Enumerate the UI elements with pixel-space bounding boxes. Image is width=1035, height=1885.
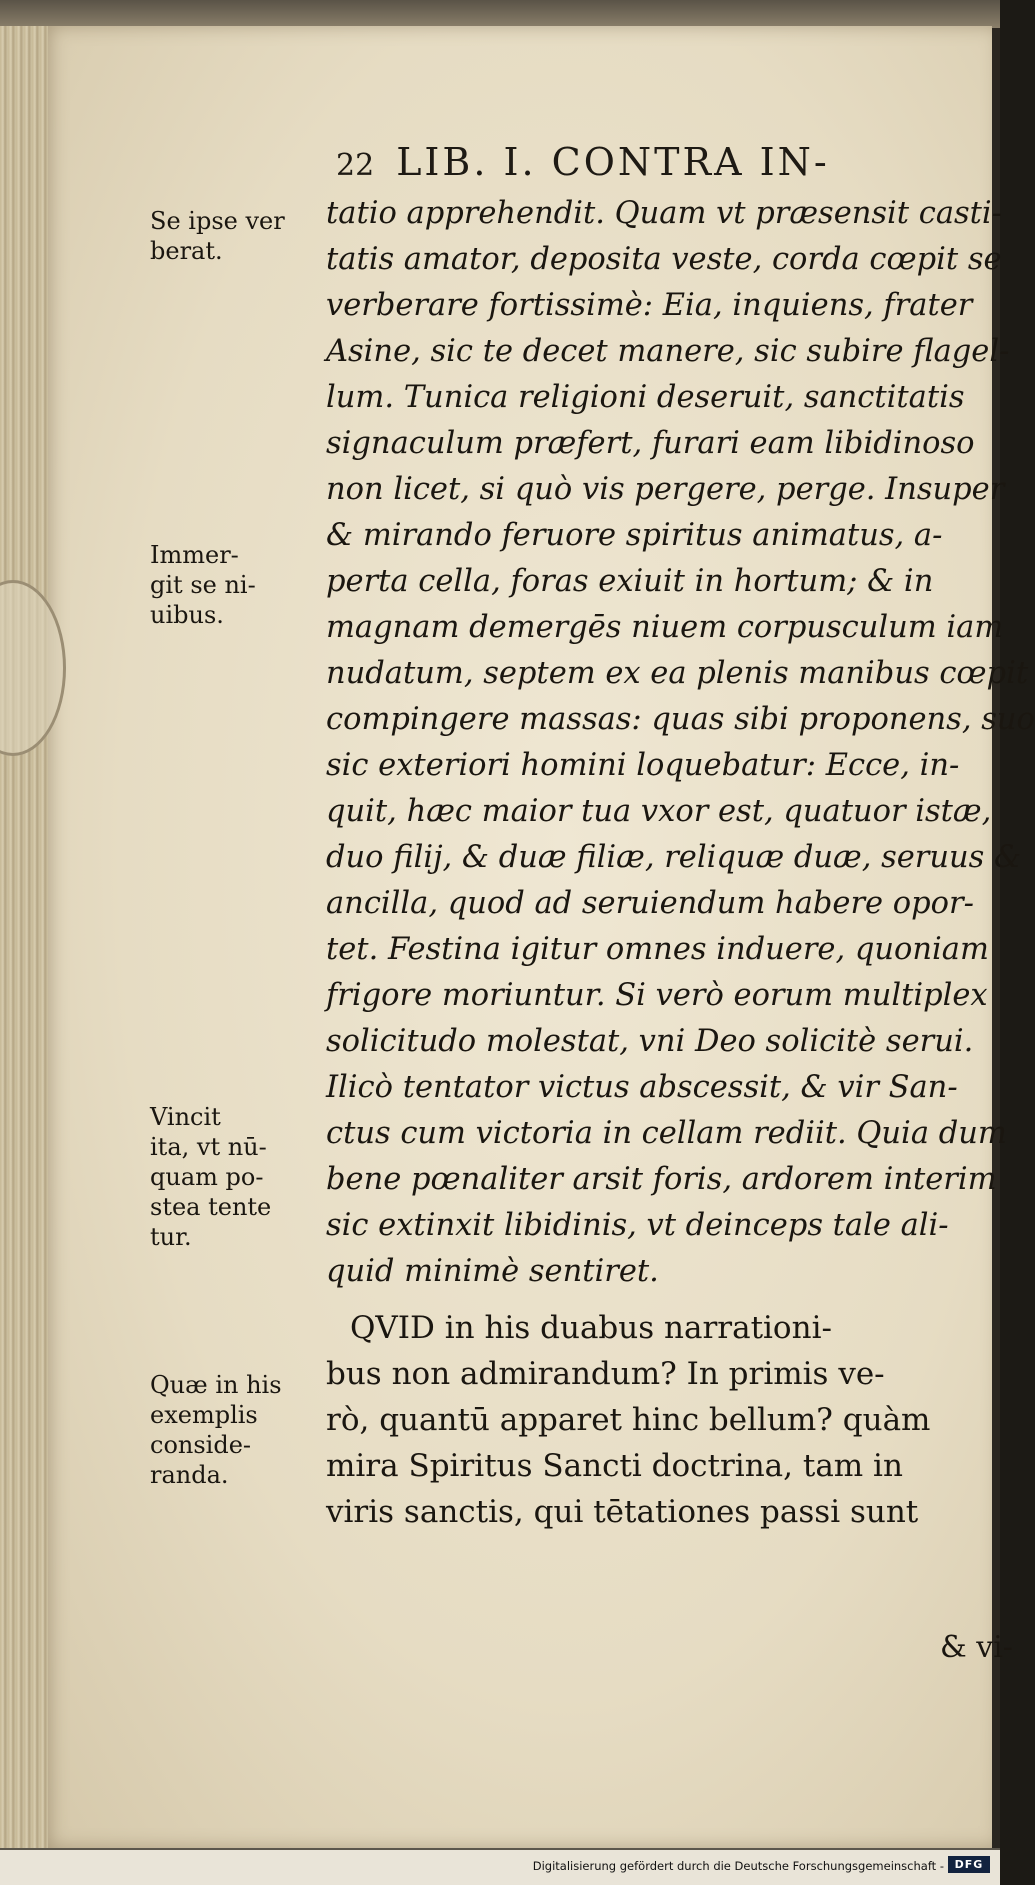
marginal-line: conside- bbox=[150, 1431, 252, 1459]
text-line: magnam demergēs niuem corpusculum iam bbox=[326, 610, 1004, 645]
marginal-line: tur. bbox=[150, 1223, 192, 1251]
text-line: Ilicò tentator victus abscessit, & vir San- bbox=[326, 1070, 958, 1105]
text-line: solicitudo molestat, vni Deo solicitè serui. bbox=[326, 1024, 974, 1059]
text-line: tet. Festina igitur omnes induere, quoniam bbox=[326, 932, 989, 967]
text-line: lum. Tunica religioni deseruit, sanctitatis bbox=[326, 380, 965, 415]
text-line: QVID in his duabus narrationi- bbox=[350, 1310, 832, 1346]
text-line: frigore moriuntur. Si verò eorum multiplex bbox=[326, 978, 988, 1013]
dfg-logo: DFG bbox=[948, 1856, 990, 1873]
text-line: signaculum præfert, furari eam libidinoso bbox=[326, 426, 975, 461]
marginal-note bbox=[150, 206, 330, 266]
marginal-line: ita, vt nū- bbox=[150, 1133, 267, 1161]
catchword: & vi- bbox=[940, 1630, 1013, 1665]
header-title: LIB. I. CONTRA IN- bbox=[396, 140, 830, 184]
marginal-line: Immer- bbox=[150, 541, 239, 569]
marginal-line: exemplis bbox=[150, 1401, 258, 1429]
text-line: quit, hæc maior tua vxor est, quatuor istæ, bbox=[326, 794, 992, 829]
marginal-note bbox=[150, 1102, 330, 1252]
marginal-line: uibus. bbox=[150, 601, 224, 629]
text-line: tatis amator, deposita veste, corda cœpit se bbox=[326, 242, 1002, 277]
marginal-line: git se ni- bbox=[150, 571, 256, 599]
running-header bbox=[336, 140, 830, 184]
text-line: bene pœnaliter arsit foris, ardorem interim bbox=[326, 1162, 997, 1197]
marginal-note bbox=[150, 540, 330, 630]
text-line: rò, quantū apparet hinc bellum? quàm bbox=[326, 1402, 931, 1438]
text-line: quid minimè sentiret. bbox=[326, 1254, 659, 1289]
text-line: perta cella, foras exiuit in hortum; & in bbox=[326, 564, 934, 599]
text-line: tatio apprehendit. Quam vt præsensit casti- bbox=[326, 196, 1002, 231]
text-line: mira Spiritus Sancti doctrina, tam in bbox=[326, 1448, 903, 1484]
text-line: verberare fortissimè: Eia, inquiens, frater bbox=[326, 288, 973, 323]
page-number: 22 bbox=[336, 148, 375, 183]
text-line: non licet, si quò vis pergere, perge. Insuper bbox=[326, 472, 1005, 507]
book-binding bbox=[0, 26, 48, 1848]
text-line: & mirando feruore spiritus animatus, a- bbox=[326, 518, 943, 553]
marginal-line: Quæ in his bbox=[150, 1371, 282, 1399]
marginal-line: berat. bbox=[150, 237, 223, 265]
text-line: Asine, sic te decet manere, sic subire flagel- bbox=[326, 334, 1010, 369]
marginal-line: stea tente bbox=[150, 1193, 272, 1221]
marginal-note bbox=[150, 1370, 330, 1490]
text-line: viris sanctis, qui tētationes passi sunt bbox=[326, 1494, 919, 1530]
text-line: compingere massas: quas sibi proponens, suo bbox=[326, 702, 1035, 737]
marginal-line: Vincit bbox=[150, 1103, 221, 1131]
digitization-note: Digitalisierung gefördert durch die Deutsche Forschungsgemeinschaft - bbox=[532, 1859, 944, 1873]
text-line: ancilla, quod ad seruiendum habere opor- bbox=[326, 886, 974, 921]
marginal-line: Se ipse ver bbox=[150, 207, 285, 235]
marginal-line: randa. bbox=[150, 1461, 229, 1489]
text-line: sic exteriori homini loquebatur: Ecce, in- bbox=[326, 748, 960, 783]
text-line: bus non admirandum? In primis ve- bbox=[326, 1356, 885, 1392]
text-line: nudatum, septem ex ea plenis manibus cœpit bbox=[326, 656, 1029, 691]
text-line: ctus cum victoria in cellam rediit. Quia dum bbox=[326, 1116, 1007, 1151]
text-line: sic extinxit libidinis, vt deinceps tale ali- bbox=[326, 1208, 949, 1243]
marginal-line: quam po- bbox=[150, 1163, 264, 1191]
text-line: duo filij, & duæ filiæ, reliquæ duæ, seruus & bbox=[326, 840, 1022, 875]
book-top-edge bbox=[0, 0, 1000, 28]
